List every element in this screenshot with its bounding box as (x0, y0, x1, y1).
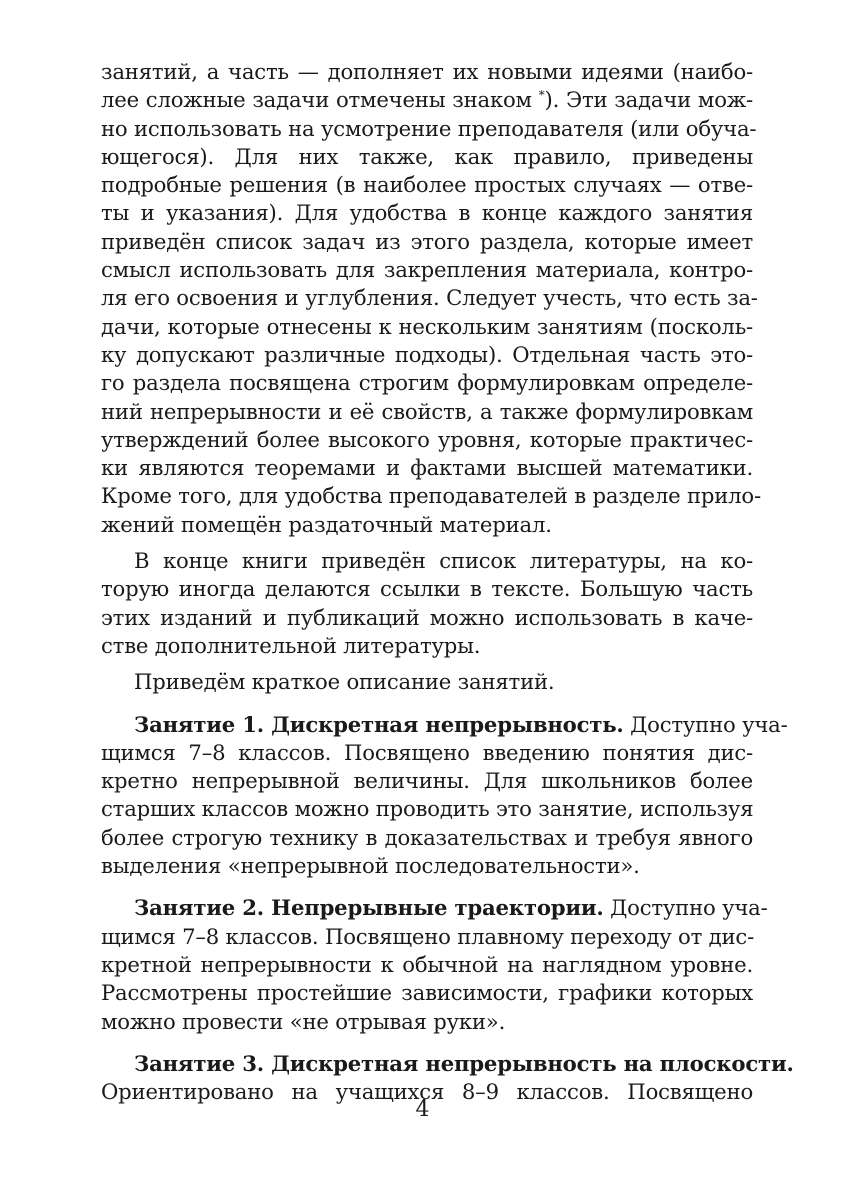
text-line: более строгую технику в доказательствах и требуя явного (101, 824, 753, 850)
text-line: лее сложные задачи отмечены знаком *). Эти задачи мож- (101, 87, 753, 113)
literature-paragraph (101, 547, 753, 660)
lesson-1-description (101, 711, 788, 881)
text-line: Занятие 1. Дискретная непрерывность. Доступно уча- (134, 711, 788, 737)
text-line: го раздела посвящена строгим формулировкам определе- (101, 370, 753, 396)
text-line: кретной непрерывности к обычной на наглядном уровне. (101, 951, 753, 977)
text-line: дачи, которые отнесены к нескольким занятиям (посколь- (101, 313, 753, 339)
text-line: но использовать на усмотрение преподавателя (или обуча- (101, 115, 757, 141)
text-line: ющегося). Для них также, как правило, приведены (101, 143, 753, 169)
star-mark: * (538, 88, 545, 103)
text-line: ля его освоения и углубления. Следует учесть, что есть за- (101, 285, 758, 311)
page-body (101, 58, 794, 1106)
text-line: торую иногда делаются ссылки в тексте. Большую часть (101, 576, 753, 602)
text-line: занятий, а часть — дополняет их новыми идеями (наибо- (101, 59, 753, 84)
lesson-title: Занятие 1. Дискретная непрерывность. (134, 711, 624, 737)
page-number: 4 (415, 1097, 430, 1122)
text-line: этих изданий и публикаций можно использовать в каче- (101, 604, 753, 630)
text-line: стве дополнительной литературы. (101, 632, 481, 658)
lesson-2-description (101, 894, 768, 1035)
text-line: ний непрерывности и её свойств, а также формулировкам (101, 398, 753, 424)
text-line: щимся 7–8 классов. Посвящено плавному переходу от дис- (101, 923, 755, 949)
text-line: ки являются теоремами и фактами высшей математики. (101, 455, 753, 481)
text-line (101, 1050, 794, 1078)
text-line: щимся 7–8 классов. Посвящено введению понятия дис- (101, 739, 753, 765)
text-line: Кроме того, для удобства преподавателей в разделе прило- (101, 483, 761, 509)
text-line: Занятие 2. Непрерывные траектории. Доступно уча- (134, 895, 768, 921)
summary-intro-paragraph (101, 668, 753, 696)
text-line: приведён список задач из этого раздела, которые имеет (101, 228, 753, 254)
text-line: смысл использовать для закрепления материала, контро- (101, 257, 753, 283)
text-line: кретно непрерывной величины. Для школьников более (101, 768, 753, 794)
text-line: Приведём краткое описание занятий. (134, 669, 555, 695)
lesson-title: Занятие 2. Непрерывные траектории. (134, 895, 604, 921)
text-line: подробные решения (в наиболее простых случаях — отве- (101, 172, 753, 198)
lesson-title: Занятие 3. Дискретная непрерывность на плоскости. (134, 1050, 794, 1076)
text-line: ты и указания). Для удобства в конце каждого занятия (101, 200, 753, 226)
text-line: Ориентировано на учащихся 8–9 классов. Посвящено (101, 1079, 753, 1105)
text-line: В конце книги приведён список литературы, на ко- (134, 548, 753, 574)
text-line: можно провести «не отрывая руки». (101, 1008, 506, 1034)
text-line: жений помещён раздаточный материал. (101, 511, 552, 537)
text-line: старших классов можно проводить это занятие, используя (101, 796, 754, 822)
text-line: ку допускают различные подходы). Отдельная часть это- (101, 341, 753, 367)
text-line: утверждений более высокого уровня, которые практичес- (101, 426, 753, 452)
intro-paragraph (101, 58, 761, 539)
text-line: Рассмотрены простейшие зависимости, графики которых (101, 980, 753, 1006)
text-line: выделения «непрерывной последовательности». (101, 853, 640, 879)
